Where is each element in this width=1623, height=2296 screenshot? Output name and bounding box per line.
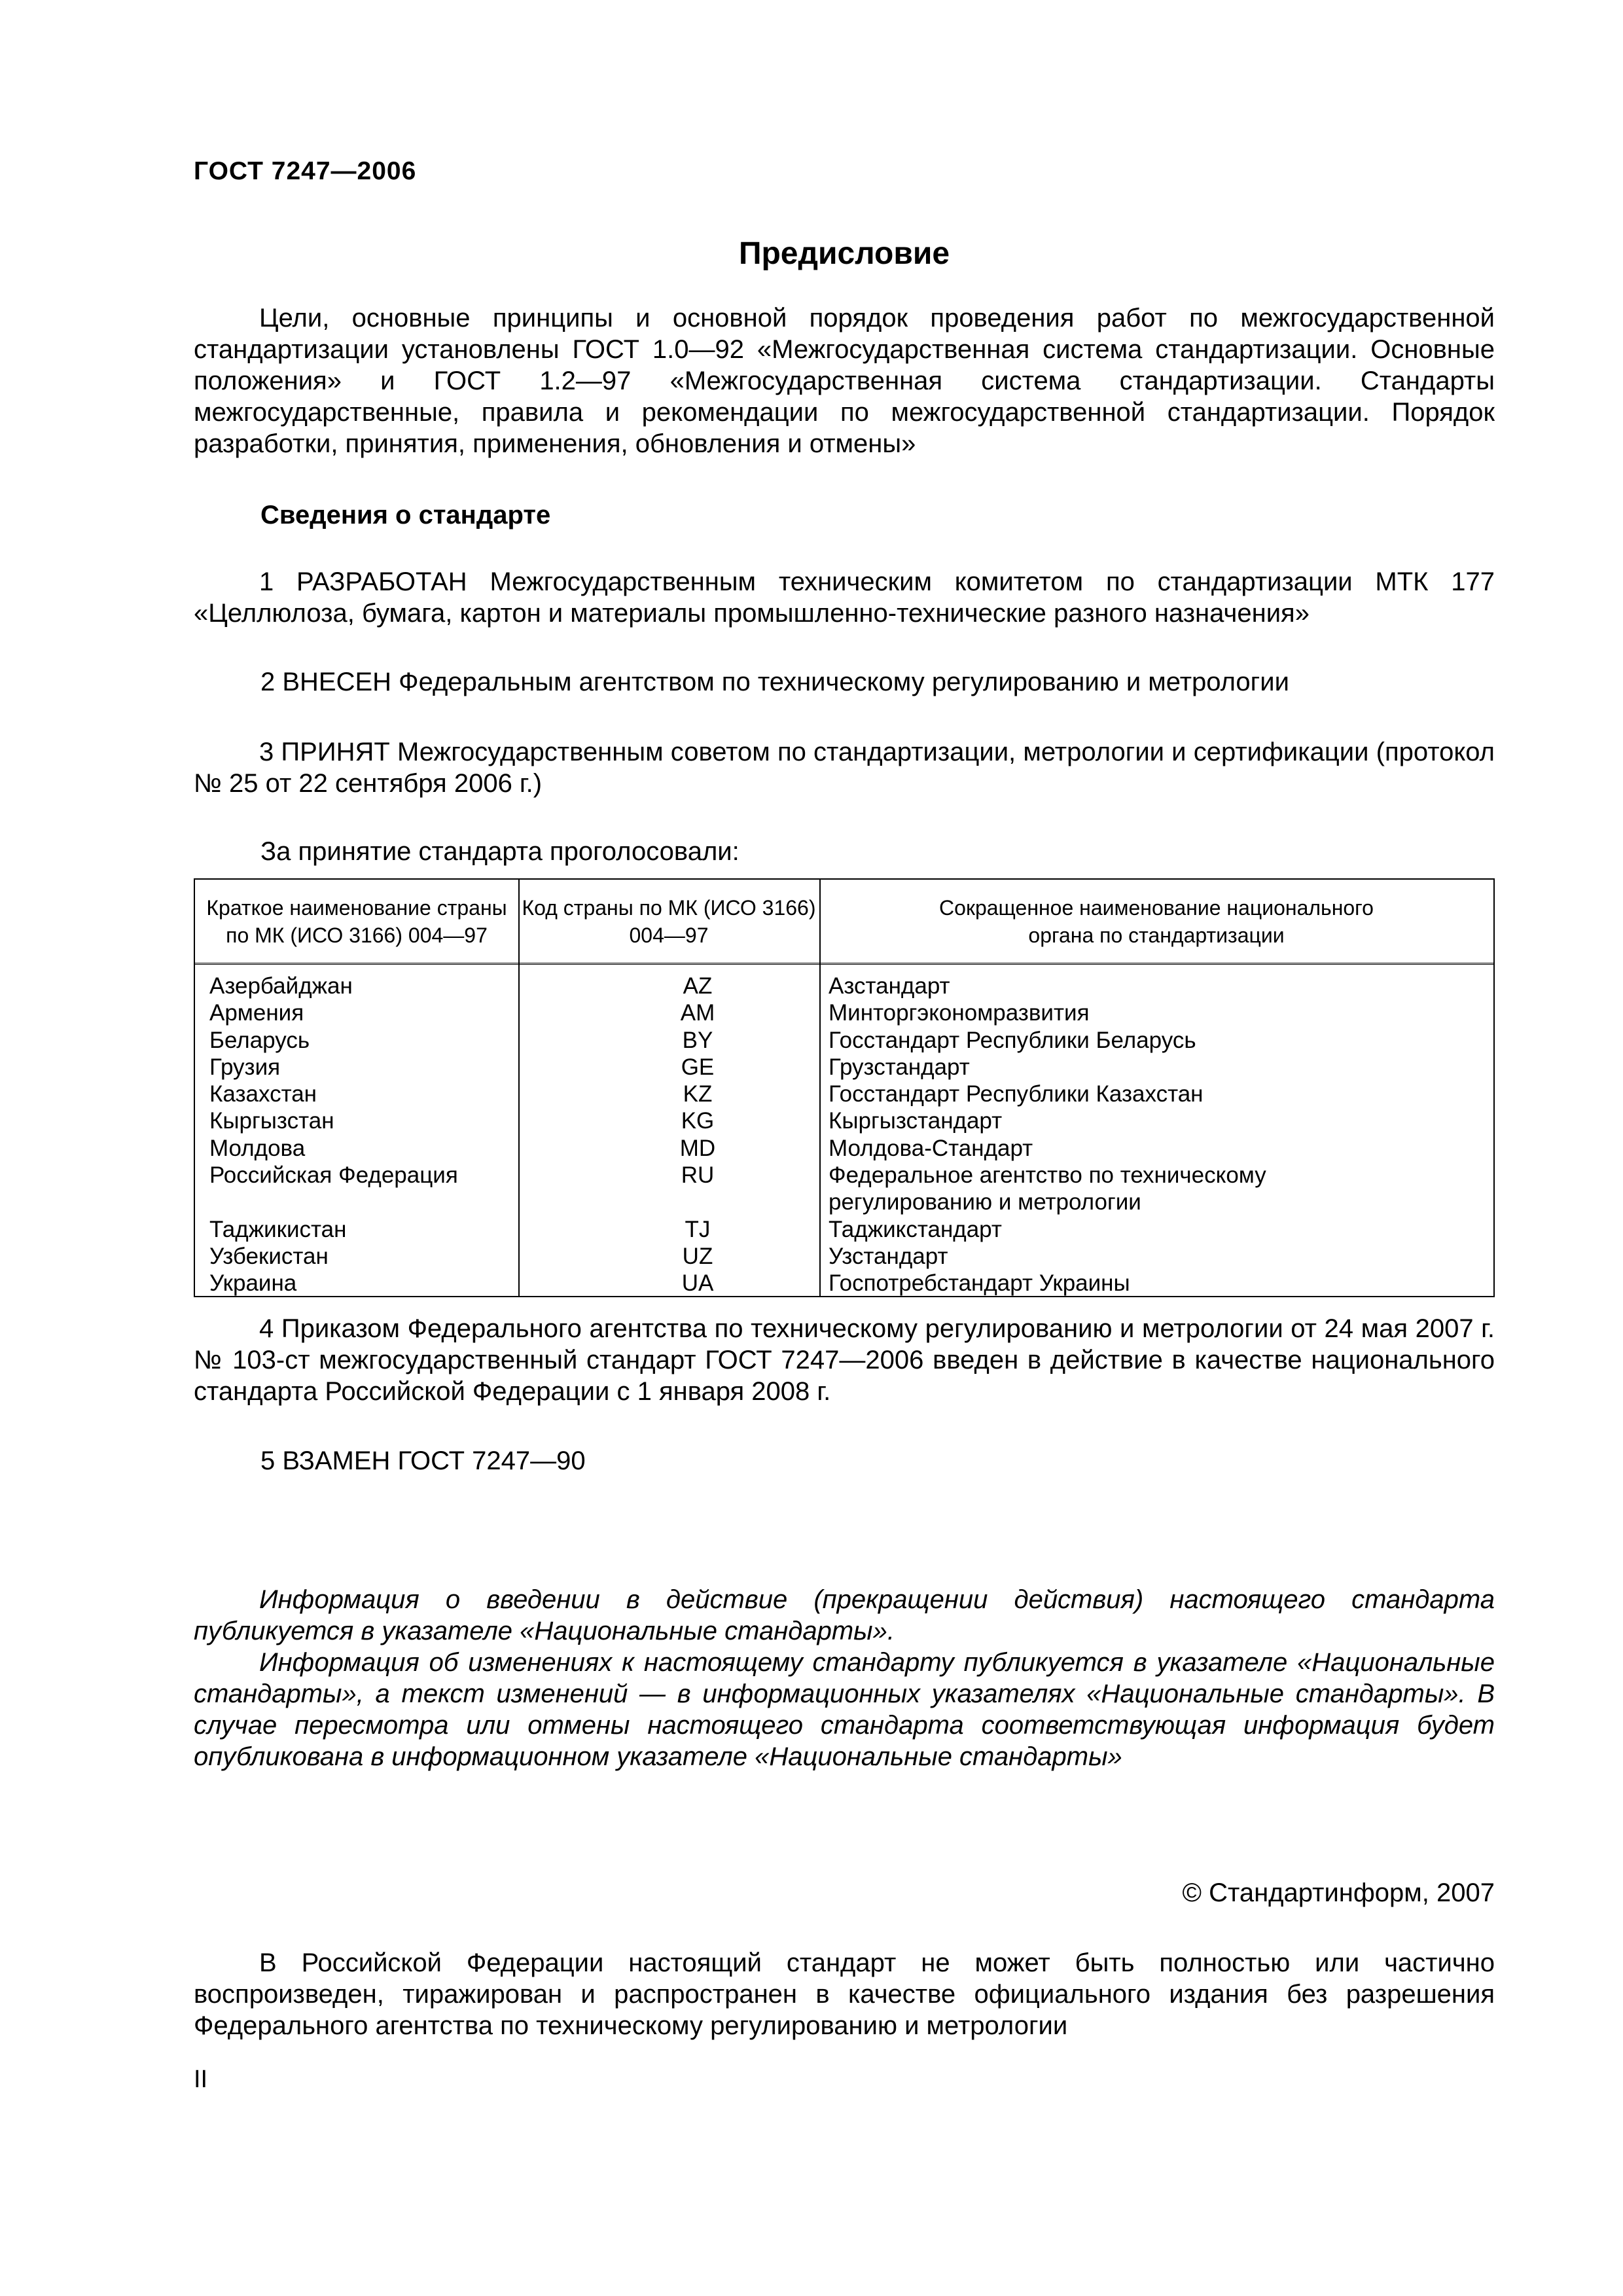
table-cell-body: Узстандарт bbox=[829, 1243, 948, 1269]
table-cell-country: Казахстан bbox=[209, 1081, 317, 1107]
table-cell-country: Грузия bbox=[209, 1054, 281, 1080]
table-cell-country: Узбекистан bbox=[209, 1243, 329, 1269]
table-cell-body: Азстандарт bbox=[829, 973, 950, 999]
table-cell-country bbox=[209, 1189, 458, 1215]
intro-paragraph bbox=[194, 302, 1495, 459]
item-4-text: 4 Приказом Федерального агентства по техническому регулированию и метрологии от 24 мая 2007 г. № 103-ст межгосударственный стандарт ГОСТ 7247—2006 введен в действие в качестве национального стандарта Российской Федерации с 1 января 2008 г. bbox=[194, 1314, 1495, 1406]
table-cell-body: Госпотребстандарт Украины bbox=[829, 1270, 1130, 1297]
voting-table bbox=[194, 878, 1495, 1297]
table-cell-code: BY bbox=[682, 1027, 713, 1053]
table-cell-code: GE bbox=[681, 1054, 715, 1080]
table-cell-code: RU bbox=[681, 1162, 715, 1189]
voted-intro: За принятие стандарта проголосовали: bbox=[260, 837, 740, 866]
copyright: © Стандартинформ, 2007 bbox=[1182, 1878, 1495, 1907]
item-1 bbox=[194, 566, 1495, 629]
table-header-country: Краткое наименование страны по МК (ИСО 3166) 004—97 bbox=[195, 880, 518, 965]
table-cell-body: Минторгэкономразвития bbox=[829, 1000, 1090, 1026]
table-cell-country: Российская Федерация bbox=[209, 1162, 458, 1189]
table-header-code: Код страны по МК (ИСО 3166) 004—97 bbox=[518, 880, 819, 965]
item-4 bbox=[194, 1313, 1495, 1407]
table-cell-body: Федеральное агентство по техническому bbox=[829, 1162, 1266, 1189]
table-cell-code: AM bbox=[680, 1000, 715, 1026]
country-column bbox=[209, 973, 458, 1297]
table-cell-country: Азербайджан bbox=[209, 973, 353, 999]
notice-p1: Информация о введении в действие (прекращении действия) настоящего стандарта публикуется в указателе «Национальные стандарты». bbox=[194, 1585, 1495, 1645]
table-cell-body: Молдова-Стандарт bbox=[829, 1135, 1033, 1161]
table-cell-code: UZ bbox=[682, 1243, 713, 1269]
item-2: 2 ВНЕСЕН Федеральным агентством по техническому регулированию и метрологии bbox=[260, 668, 1289, 696]
item-3 bbox=[194, 736, 1495, 799]
document-code: ГОСТ 7247—2006 bbox=[194, 157, 417, 185]
table-cell-code: TJ bbox=[685, 1216, 711, 1242]
table-cell-code: KG bbox=[681, 1108, 715, 1134]
table-cell-country: Кыргызстан bbox=[209, 1108, 334, 1134]
table-cell-code: MD bbox=[679, 1135, 716, 1161]
table-cell-body: Кыргызстандарт bbox=[829, 1108, 1003, 1134]
body-column bbox=[829, 973, 1266, 1297]
table-cell-country: Молдова bbox=[209, 1135, 306, 1161]
standard-info-heading: Сведения о стандарте bbox=[260, 501, 551, 529]
page-title: Предисловие bbox=[738, 236, 950, 271]
table-divider bbox=[518, 880, 520, 1296]
table-cell-country: Украина bbox=[209, 1270, 297, 1297]
table-cell-country: Армения bbox=[209, 1000, 304, 1026]
table-cell-body: Грузстандарт bbox=[829, 1054, 970, 1080]
notice-block bbox=[194, 1584, 1495, 1772]
table-cell-code: UA bbox=[681, 1270, 714, 1297]
code-column bbox=[560, 973, 835, 1297]
restriction-text: В Российской Федерации настоящий стандарт не может быть полностью или частично воспроизведен, тиражирован и распространен в качестве официального издания без разрешения Федерального агентства по техническому регулированию и метрологии bbox=[194, 1948, 1495, 2040]
table-cell-country: Беларусь bbox=[209, 1027, 310, 1053]
table-cell-code bbox=[560, 1189, 835, 1215]
intro-text: Цели, основные принципы и основной порядок проведения работ по межгосударственной стандартизации установлены ГОСТ 1.0—92 «Межгосударственная система стандартизации. Основные положения» и ГОСТ 1.2—97 «Межгосударственная система стандартизации. Стандарты межгосударственные, правила и рекомендации по межгосударственной стандартизации. Порядок разработки, принятия, применения, обновления и отмены» bbox=[194, 304, 1495, 458]
page-number: II bbox=[194, 2066, 208, 2093]
table-cell-body: регулированию и метрологии bbox=[829, 1189, 1141, 1215]
table-cell-body: Госстандарт Республики Беларусь bbox=[829, 1027, 1196, 1053]
restriction-notice bbox=[194, 1947, 1495, 2041]
table-cell-code: KZ bbox=[683, 1081, 713, 1107]
item-5: 5 ВЗАМЕН ГОСТ 7247—90 bbox=[260, 1446, 586, 1475]
notice-p2: Информация об изменениях к настоящему стандарту публикуется в указателе «Национальные стандарты», а текст изменений — в информационных указателях «Национальные стандарты». В случае пересмотра или отмены настоящего стандарта соответствующая информация будет опубликована в информационном указателе «Национальные стандарты» bbox=[194, 1648, 1495, 1771]
item-1-text: 1 РАЗРАБОТАН Межгосударственным техническим комитетом по стандартизации МТК 177 «Целлюлоза, бумага, картон и материалы промышленно-технические разного назначения» bbox=[194, 567, 1495, 628]
table-cell-country: Таджикистан bbox=[209, 1216, 347, 1242]
table-cell-body: Таджикстандарт bbox=[829, 1216, 1002, 1242]
table-header-body: Сокращенное наименование национального органа по стандартизации bbox=[819, 880, 1493, 965]
item-3-text: 3 ПРИНЯТ Межгосударственным советом по стандартизации, метрологии и сертификации (протокол № 25 от 22 сентября 2006 г.) bbox=[194, 738, 1495, 798]
table-cell-code: AZ bbox=[683, 973, 713, 999]
table-cell-body: Госстандарт Республики Казахстан bbox=[829, 1081, 1204, 1107]
